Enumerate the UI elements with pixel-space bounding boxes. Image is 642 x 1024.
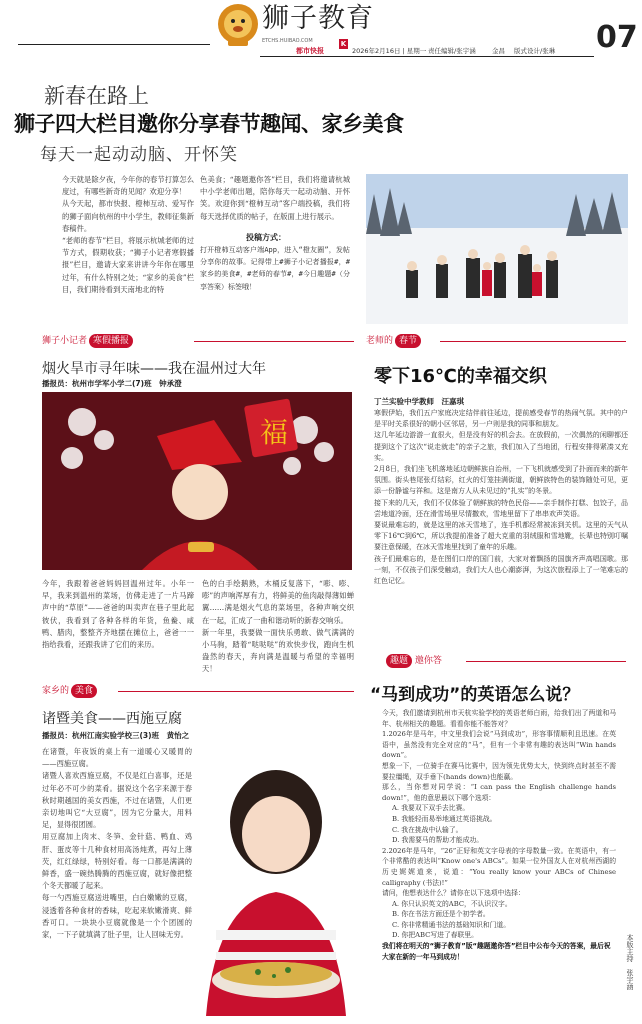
reporter-byline: 播报员：杭州市学军小学二(7)班 钟承澄 — [42, 379, 182, 388]
food-byline: 播报员：杭州江南实验学校三(3)班 黄怡之 — [42, 731, 190, 740]
quiz-q1: 1.2026年是马年，中文里我们会说“马到成功”，形容事情顺利且迅速。在英语中，虽然没有完全对应的“马”，但有一个非常有趣的表达叫“Win hands down”。 — [382, 730, 616, 760]
submit-label: 投稿方式： — [246, 233, 286, 242]
quiz-q2: 2.2026年是马年，“26”正好和英文字母表的字母数量一致。在英语中，有一个非常酷的表达叫“Know one's ABCs”。如果一位外国友人在对杭州西湖的历史娓娓道来，说道：“You really know your ABCs of Chinese calligraphy (书法)!” — [382, 846, 616, 887]
teacher-byline: 丁兰实验中学教师 汪嘉琪 — [374, 397, 464, 406]
quiz-q1-option: C. 我在挑战中认输了。 — [392, 825, 463, 834]
masthead-rule — [18, 44, 210, 45]
quiz-q1-option: A. 我要双下双手去比赛。 — [392, 804, 470, 813]
quiz-q1-option: B. 我能轻而易举地通过英语挑战。 — [392, 814, 497, 823]
proofing: 金昌 — [492, 47, 505, 55]
quiz-footer: 我们将在明天的“狮子教育”版“趣题邀你答”栏目中公布今天的答案，最后祝大家在新的一年马到成功！ — [382, 942, 611, 961]
reporter-tag: 狮子小记者 — [42, 336, 88, 346]
headline-sub: 每天一起动动脑、开怀笑 — [40, 145, 238, 165]
reporter-pill: 寒假播报 — [89, 334, 133, 348]
headline-kicker: 新春在路上 — [44, 84, 149, 108]
reporter-title: 烟火旱市寻年味——我在温州过大年 — [42, 361, 266, 377]
quiz-q2-option: B. 你在书法方面还是个初学者。 — [392, 910, 490, 919]
food-body: 在诸暨，年夜饭的桌上有一道暖心又暖胃的——西施豆腐。 诸暨人喜欢西施豆腐，不仅是红白喜事，还是过年必不可少的菜肴。据说这个名字来源于春秋时期越国的美女西施，不过在诸暨，人们更亲切地叫它“大豆腐”，因为它分量大，用料足，显得很团圆。 用豆腐加上肉末、冬笋、金针菇、鸭血、鸡肝、蛋皮等十几种食材用高汤炖煮，再勾上薄芡，红红绿绿，特别好看。每一口都是满满的鲜香，盛一碗热腾腾的西施豆腐，就好像把整个冬天都暖了起来。 每一勺西施豆腐送进嘴里，白白嫩嫩的豆腐，浸透着各种食材的香味，吃起来软嫩滑爽、鲜香可口。一块块小豆腐就像是一个个团圆的家，一下子就填满了肚子里，让人回味无穷。 — [42, 747, 192, 940]
quiz-q1c: 那么，当你想对同学说：“I can pass the English challenge hands down!”，他的意思最以下哪个选项： — [382, 783, 616, 802]
quiz-intro: 今天，我们邀请到杭州市天杭实验学校的英语老师白雨，给我们出了两道和马年、杭州相关的趣题。看看你能不能答对？ — [382, 709, 616, 728]
reporter-tagbar — [42, 334, 192, 348]
issue-date: 2026年2月16日 | 星期一 — [352, 47, 427, 55]
designer: 版式设计/张琳 — [514, 47, 556, 55]
boy-new-year-photo — [42, 392, 352, 570]
reporter-col2: 色的白手绘鹅熟，木桶反复落下，“嘭、嘭、嘭”的声响浑厚有力，将鲜美的鱼肉敲得薄如蝉翼……满是烟火气息的菜场里，各种声响交织在一起，汇成了一曲和谐动听的新春交响乐。 新一年里，我要做一面快乐勇敢、做气满满的小马驹，踏着“哒哒哒”的欢快步伐，跑向生机盎然的春天，奔向满是温暖与希望的幸福明天！ — [202, 579, 354, 674]
reporter-rule — [194, 341, 354, 342]
page-host-note: 本版主持 张宇涵 — [626, 934, 634, 990]
editor: 责任编辑/张宇涵 — [428, 47, 476, 55]
fu-char: 福 — [260, 416, 289, 449]
quiz-body — [382, 708, 616, 1024]
quiz-q1b: 想象一下，一位骑手在赛马比赛中，因为领先优势太大，快到终点时甚至不需要拉缰绳，双手垂下(hands down)也能赢。 — [382, 761, 616, 781]
brand-logo-icon: K — [340, 40, 347, 48]
brand-en: ETCHS.HUIBAO.COM — [262, 38, 313, 44]
intro-col1: 今天就是除夕夜，今年你的春节打算怎么度过，有哪些新奇的见闻？欢迎分享！ 从今天起，都市快报、橙柿互动、爱写作的狮子面向杭州的中小学生，教师征集新春稿件。 “老师的春节”栏目，将展示杭城老师的过节方式，假期收获；“狮子小记者寒假播报”栏目，邀请大家来讲讲今年你在哪里过年，有什么特别之处；“家乡的美食”栏目，我们期待看到天南地北的特 — [62, 175, 194, 294]
teacher-title: 零下16℃的幸福交织 — [374, 366, 547, 387]
quiz-rule — [466, 661, 626, 662]
teacher-pill: 春节 — [395, 334, 421, 348]
teacher-rule — [440, 341, 626, 342]
quiz-tag: 趣题 — [386, 654, 412, 668]
girl-tofu-photo — [196, 752, 356, 1016]
quiz-q2-option: D. 你把ABC写进了春联里。 — [392, 931, 478, 940]
teacher-tag: 老师的 — [366, 336, 394, 346]
snow-group-photo — [366, 174, 628, 324]
headline-main: 狮子四大栏目邀你分享春节趣闻、家乡美食 — [14, 112, 404, 136]
food-pill: 美食 — [71, 684, 97, 698]
quiz-q2b: 请问，他想表达什么？请你在以下选项中选择： — [382, 889, 525, 898]
page-number: 07 — [596, 20, 638, 55]
quiz-title: “马到成功”的英语怎么说？ — [370, 685, 580, 705]
quiz-q2-option: A. 你只认识英文的ABC，不认识汉字。 — [392, 899, 512, 908]
reporter-col1: 今年，我跟着爸爸妈妈回温州过年。小年一早，我来到温州的菜场，仿佛走进了一片马蹄声中的“草原”——爸爸的叫卖声在巷子里此起彼伏，我看到了各种各样的年货，鱼鲞、咸鸭、腊肉，整整齐齐地摆在摊位上，爸爸一一指给我看，还跟我讲了它们的来历。 — [42, 579, 194, 650]
teacher-body: 寒假伊始，我们五户家庭决定结伴前往延边，提前感受春节的热闹气氛。其中的户是平时关系很好的朝小区邻居，另一户则是我的同事和朋友。 这几年延边游游一直很火，但是没有好的机会去。在放假前，一次偶然的闲聊都还提到这个了这次“说走就走”的亲子之旅，我们加入了当地团，行程安排得紧凑又充实。 2月8日，我们坐飞机落地延边朝鲜族自治州，一下飞机就感受到了扑面而来的新年氛围。街头巷尾张灯结彩，红火的灯笼挂满街道，朝鲜族特色的装饰随处可见，更添一份静谧与祥和。这是南方人从未见过的“扎实”的冬景。 接下来的几天，我们不仅体验了朝鲜族的特色民俗——亲手制作打糕、包饺子，品尝地道冷面，还在滑雪场里尽情撒欢，雪地里留下了串串欢声笑语。 要说最难忘的，就是这里的冰天雪地了，连手机都经常被冻到关机。这里的天气从零下16℃到6℃，所以我提前准备了超大克重的羽绒服和雪地靴，长辈也特别叮嘱要注意保暖，在冰天雪地里找到了童年的乐趣。 孩子们最难忘的，是在图们口岸的国门前，大家对着飘扬的国旗齐声高唱国歌。那一刻，不仅孩子们深受触动，我们大人也心潮澎湃，为这次旅程添上了一笔难忘的红色记忆。 — [374, 409, 628, 586]
quiz-q1-option: D. 我需要马的帮助才能成功。 — [392, 836, 484, 845]
section-title: 狮子教育 — [262, 3, 374, 34]
food-rule — [118, 691, 354, 692]
intro-col2: 色美食；“趣题邀你答”栏目，我们将邀请杭城中小学老师出题，陪你每天一起动动脑、开怀笑。欢迎你到“橙柿互动”客户端投稿，我们将每天选择优质的帖子，在版面上进行展示。 — [200, 175, 350, 221]
quiz-q2-option: C. 你非常精通书法的基础知识和门道。 — [392, 920, 511, 929]
masthead-bottom-rule — [260, 56, 594, 57]
submit-text: 打开橙柿互动客户端App，进入“橙友圈”，发帖分享你的故事。记得带上#狮子小记者播报#，#家乡的美食#，#老师的春节#，#今日趣题#（分享答案）标签哦！ — [200, 246, 350, 291]
brand-name: 都市快报 — [296, 47, 324, 55]
lion-logo-icon — [216, 2, 260, 48]
food-tag: 家乡的 — [42, 686, 70, 696]
food-title: 诸暨美食——西施豆腐 — [42, 711, 182, 727]
quiz-pill: 邀你答 — [414, 656, 442, 666]
